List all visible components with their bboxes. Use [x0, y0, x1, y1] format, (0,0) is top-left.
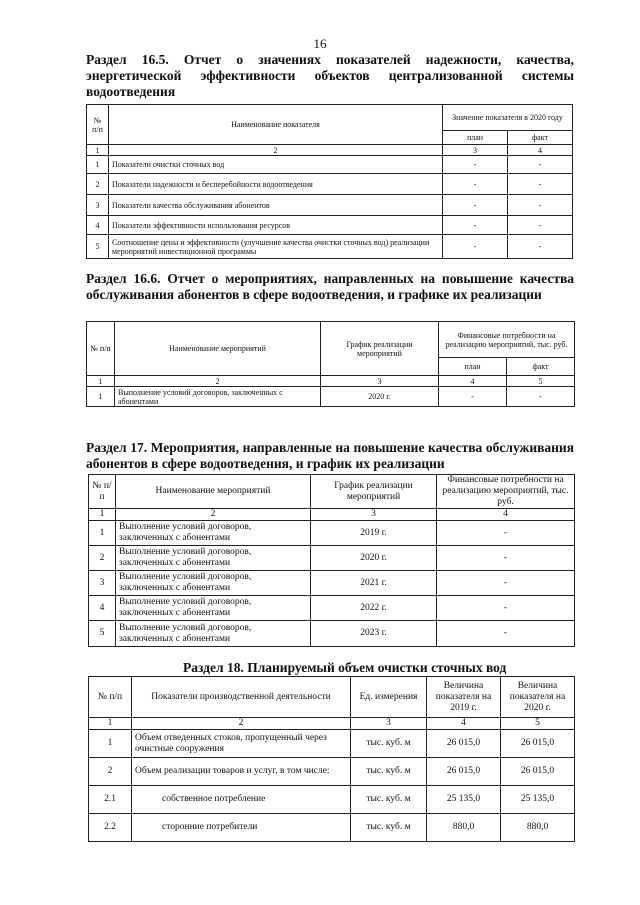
table-row: 2 Показатели надежности и бесперебойности водоотведения - - [87, 174, 573, 195]
section-16-6-title: Раздел 16.6. Отчет о мероприятиях, направленных на повышение качества обслуживания абонентов в сфере водоотведения, и графике их реализации [86, 271, 574, 302]
header-plan: план [443, 131, 508, 145]
header-num: № п/п [89, 475, 116, 509]
table-16-5 [86, 104, 573, 259]
section-16-5-title: Раздел 16.5. Отчет о значениях показателей надежности, качества, энергетической эффективности объектов централизованной системы водоотведения [86, 52, 574, 99]
section-17-title: Раздел 17. Мероприятия, направленные на повышение качества обслуживания абонентов в сфере водоотведения, и график их реализации [86, 440, 574, 471]
table-row: 4 Показатели эффективности использования ресурсов - - [87, 216, 573, 235]
table-row: 1 Выполнение условий договоров, заключенных с абонентами 2020 г. - - [87, 387, 575, 407]
section-18-title: Раздел 18. Планируемый объем очистки сточных вод [183, 660, 507, 675]
index-row: 1 2 3 4 [89, 509, 575, 521]
header-financial: Финансовые потребности на реализацию мероприятий, тыс. руб. [439, 322, 575, 358]
table-row: 1 Показатели очистки сточных вод - - [87, 156, 573, 174]
header-schedule: График реализации мероприятий [311, 475, 437, 509]
table-16-6 [86, 321, 575, 407]
table-row: 2.1 собственное потребление тыс. куб. м 25 135,0 25 135,0 [89, 786, 575, 814]
header-num: № п/п [87, 322, 115, 376]
table-row: 5 Выполнение условий договоров, заключенных с абонентами 2023 г. - [89, 621, 575, 647]
table-17 [88, 474, 575, 647]
header-num: № п/п [87, 105, 109, 145]
header-fact: факт [508, 131, 573, 145]
header-name: Наименование показателя [109, 105, 443, 145]
header-value: Значение показателя в 2020 году [443, 105, 573, 131]
header-unit: Ед. измерения [351, 677, 427, 718]
index-row: 1 2 3 4 [87, 145, 573, 156]
table-row: 3 Выполнение условий договоров, заключенных с абонентами 2021 г. - [89, 571, 575, 596]
header-name: Наименование мероприятий [116, 475, 311, 509]
table-row: 5 Соотношение цены и эффективности (улучшение качества очистки сточных вод) реализации мероприятий инвестиционной программы - - [87, 235, 573, 259]
page-number: 16 [313, 36, 327, 51]
header-schedule: График реализации мероприятий [321, 322, 439, 376]
table-row: 2.2 сторонние потребители тыс. куб. м 880,0 880,0 [89, 814, 575, 842]
index-row: 1 2 3 4 5 [89, 718, 575, 730]
table-18 [88, 676, 575, 842]
table-row: 2 Объем реализации товаров и услуг, в том числе: тыс. куб. м 26 015,0 26 015,0 [89, 758, 575, 786]
header-fact: факт [507, 358, 575, 376]
table-row: 1 Объем отведенных стоков, пропущенный через очистные сооружения тыс. куб. м 26 015,0 26 015,0 [89, 730, 575, 758]
table-row: 3 Показатели качества обслуживания абонентов - - [87, 195, 573, 216]
table-row: 2 Выполнение условий договоров, заключенных с абонентами 2020 г. - [89, 546, 575, 571]
header-value-2020: Величина показателя на 2020 г. [501, 677, 575, 718]
table-row: 1 Выполнение условий договоров, заключенных с абонентами 2019 г. - [89, 521, 575, 546]
header-num: № п/п [89, 677, 132, 718]
header-value-2019: Величина показателя на 2019 г. [427, 677, 501, 718]
header-financial: Финансовые потребности на реализацию мероприятий, тыс. руб. [437, 475, 575, 509]
header-name: Показатели производственной деятельности [132, 677, 351, 718]
index-row: 1 2 3 4 5 [87, 376, 575, 387]
table-row: 4 Выполнение условий договоров, заключенных с абонентами 2022 г. - [89, 596, 575, 621]
header-plan: план [439, 358, 507, 376]
header-name: Наименование мероприятий [115, 322, 321, 376]
